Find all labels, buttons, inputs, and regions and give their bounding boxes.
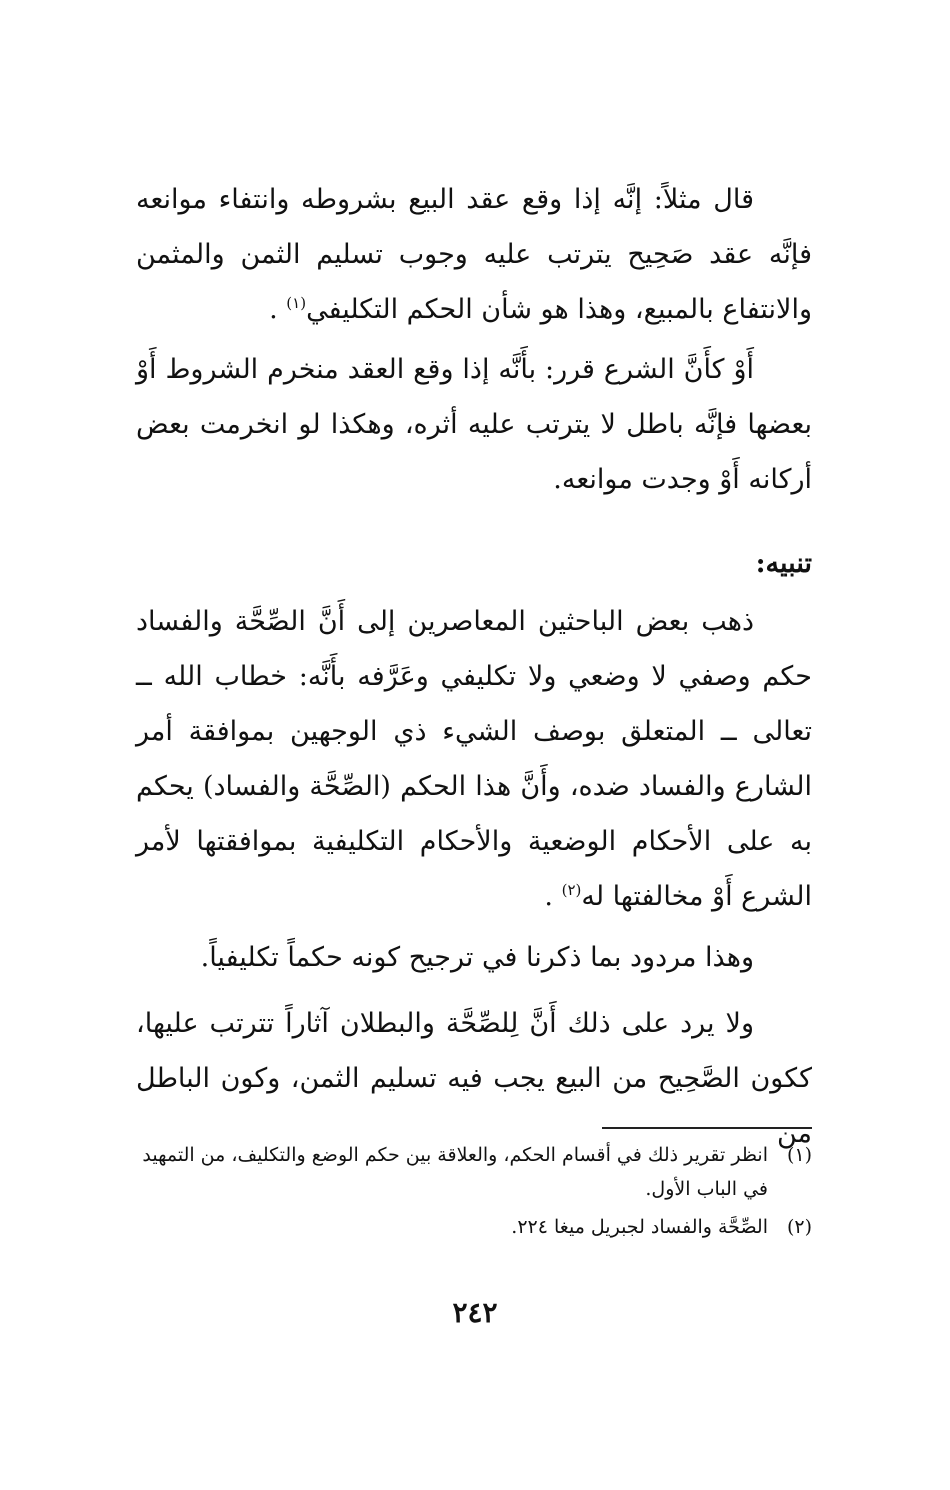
- paragraph-1-body: قال مثلاً: إنَّه إذا وقع عقد البيع بشروطه وانتفاء موانعه فإنَّه عقد صَحِيح يترتب عليه وجوب تسليم الثمن والمثمن والانتفاع بالمبيع، وهذا هو شأن الحكم التكليفي: [136, 184, 812, 325]
- footnote-ref-2: (٢): [561, 881, 582, 899]
- footnote-1-number: (١): [786, 1144, 812, 1166]
- paragraph-3-end: .: [544, 881, 553, 912]
- paragraph-2: [136, 342, 812, 507]
- paragraph-4: [136, 930, 812, 985]
- footnotes: [136, 1138, 812, 1248]
- paragraph-3-body: ذهب بعض الباحثين المعاصرين إلى أَنَّ الصِّحَّة والفساد حكم وصفي لا وضعي ولا تكليفي وعَرَّفه بأَنَّه: خطاب الله ــ تعالى ــ المتعلق بوصف الشيء ذي الوجهين بموافقة أمر الشارع والفساد ضده، وأَنَّ هذا الحكم (الصِّحَّة والفساد) يحكم به على الأحكام الوضعية والأحكام التكليفية بموافقتها لأمر الشرع أَوْ مخالفتها له: [136, 606, 812, 912]
- footnote-ref-1: (١): [286, 294, 307, 312]
- paragraph-5-text: ولا يرد على ذلك أَنَّ لِلصِّحَّة والبطلان آثاراً تترتب عليها، ككون الصَّحِيح من البيع يجب فيه تسليم الثمن، وكون الباطل من: [136, 1008, 812, 1149]
- note-heading-block: [136, 536, 812, 591]
- paragraph-3: [136, 594, 812, 924]
- footnote-1-text: انظر تقرير ذلك في أقسام الحكم، والعلاقة بين حكم الوضع والتكليف، من التمهيد في الباب الأول.: [142, 1144, 768, 1200]
- paragraph-1-text: [136, 172, 812, 337]
- page-number: ٢٤٢: [452, 1296, 498, 1329]
- paragraph-1: [136, 172, 812, 337]
- footnote-2: [136, 1210, 812, 1244]
- paragraph-3-text: [136, 594, 812, 924]
- paragraph-5: [136, 996, 812, 1161]
- note-heading: تنبيه:: [755, 548, 812, 579]
- paragraph-4-text: وهذا مردود بما ذكرنا في ترجيح كونه حكماً تكليفياً.: [200, 942, 754, 973]
- footnote-divider: [602, 1127, 812, 1129]
- footnote-2-text: الصِّحَّة والفساد لجبريل ميغا ٢٢٤.: [511, 1216, 768, 1238]
- paragraph-1-end: .: [269, 294, 278, 325]
- footnote-1: [136, 1138, 812, 1206]
- paragraph-2-text: أَوْ كأَنَّ الشرع قرر: بأَنَّه إذا وقع العقد منخرم الشروط أَوْ بعضها فإنَّه باطل لا يترتب عليه أثره، وهكذا لو انخرمت بعض أركانه أَوْ وجدت موانعه.: [136, 354, 812, 495]
- footnote-2-number: (٢): [786, 1216, 812, 1238]
